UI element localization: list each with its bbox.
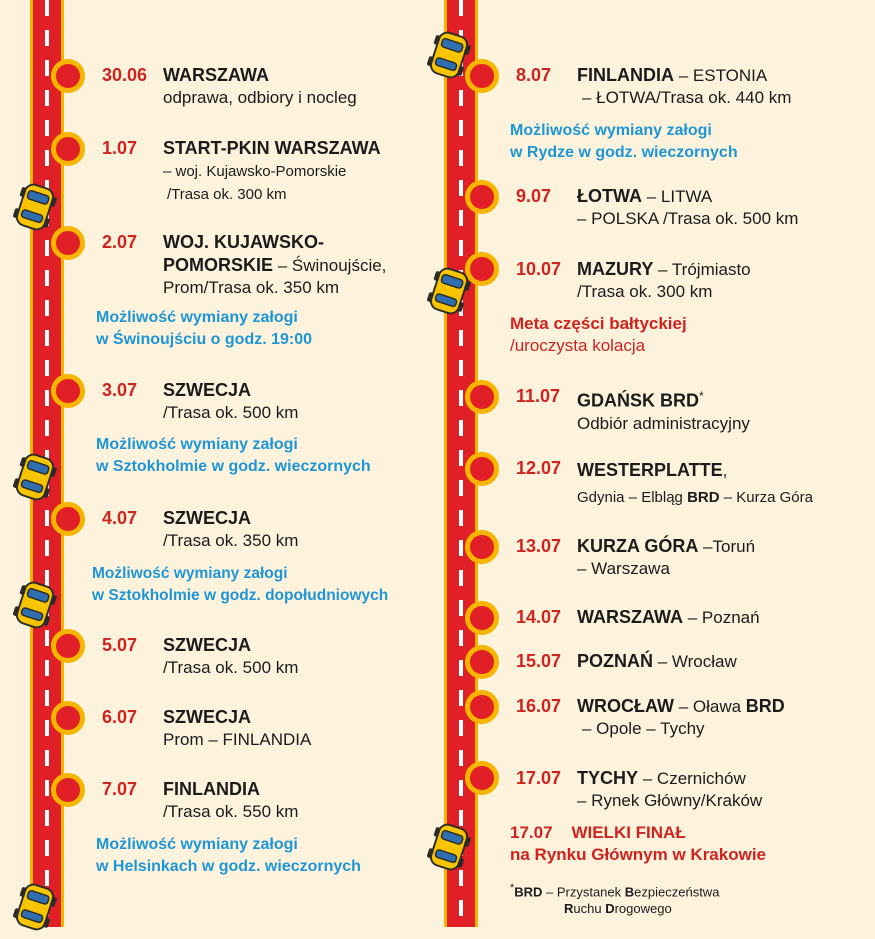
- stage-entry: [163, 507, 298, 552]
- stage-date: 15.07: [516, 651, 562, 671]
- stage-entry: [577, 457, 813, 511]
- final-date: 17.07: [510, 823, 553, 842]
- stage-city: KURZA GÓRA: [577, 536, 699, 556]
- route-dot: [465, 761, 499, 795]
- route-dot: [51, 132, 85, 166]
- car-icon: [7, 875, 64, 939]
- stage-date: 2.07: [102, 232, 138, 252]
- stage-entry: [577, 385, 750, 435]
- stage-date: 9.07: [516, 186, 552, 206]
- brd-label: BRD: [687, 489, 720, 506]
- baltic-finish-note: Meta części bałtyckiej /uroczysta kolacja: [510, 314, 687, 355]
- stage-date: 6.07: [102, 707, 138, 727]
- stage-detail: – Opole – Tychy: [582, 719, 705, 738]
- stage-detail: Prom – FINLANDIA: [163, 730, 312, 749]
- stage-detail: – ESTONIA: [674, 66, 768, 85]
- stage-city: WOJ. KUJAWSKO-: [163, 232, 325, 252]
- stage-entry: [163, 706, 311, 751]
- stage-detail: /Trasa ok. 300 km: [167, 186, 287, 203]
- stage-city: POMORSKIE: [163, 255, 274, 275]
- route-dot: [465, 645, 499, 679]
- stage-entry: [577, 185, 798, 230]
- stage-date: 30.06: [102, 65, 148, 85]
- crew-change-note: Możliwość wymiany załogi w Rydze w godz. wieczornych: [510, 122, 738, 161]
- stage-detail: – LITWA: [642, 187, 713, 206]
- route-dot: [465, 59, 499, 93]
- stage-date: 16.07: [516, 696, 562, 716]
- stage-city: MAZURY: [577, 259, 654, 279]
- stage-detail: – Czernichów: [638, 769, 746, 788]
- crew-change-note: Możliwość wymiany załogi w Sztokholmie w godz. wieczornych: [96, 436, 371, 475]
- stage-entry: [163, 379, 298, 424]
- stage-entry: [577, 695, 785, 740]
- stage-date: 12.07: [516, 458, 562, 478]
- stage-entry: [163, 137, 381, 206]
- final-title: WIELKI FINAŁ: [571, 823, 686, 842]
- stage-detail: Odbiór administracyjny: [577, 413, 750, 433]
- stage-detail: odprawa, odbiory i nocleg: [163, 88, 357, 107]
- stage-detail: – ŁOTWA/Trasa ok. 440 km: [582, 88, 792, 107]
- crew-change-note: Możliwość wymiany załogi w Sztokholmie w godz. dopołudniowych: [92, 565, 389, 604]
- stage-detail: – Rynek Główny/Kraków: [577, 791, 763, 810]
- stage-city: ŁOTWA: [577, 186, 642, 206]
- stage-date: 10.07: [516, 259, 562, 279]
- stage-city: WARSZAWA: [577, 607, 683, 627]
- stage-date: 1.07: [102, 138, 138, 158]
- stage-city: SZWECJA: [163, 380, 252, 400]
- stage-detail: /Trasa ok. 300 km: [577, 282, 713, 301]
- stage-detail: – Kurza Góra: [719, 489, 813, 506]
- stage-entry: [577, 258, 751, 303]
- route-dot: [465, 180, 499, 214]
- route-dot: [51, 629, 85, 663]
- stage-city: FINLANDIA: [577, 65, 674, 85]
- stage-detail: ,: [722, 461, 728, 480]
- stage-date: 11.07: [516, 386, 561, 406]
- stage-detail: – woj. Kujawsko-Pomorskie: [163, 163, 347, 180]
- route-dot: [51, 59, 85, 93]
- route-dot: [51, 773, 85, 807]
- grand-final: [510, 822, 766, 866]
- stage-city: SZWECJA: [163, 508, 252, 528]
- stage-detail: Gdynia – Elbląg: [577, 489, 688, 506]
- stage-city: GDAŃSK BRD: [577, 390, 700, 411]
- stage-detail: /Trasa ok. 500 km: [163, 658, 299, 677]
- stage-city: TYCHY: [577, 768, 639, 788]
- stage-city: WROCŁAW: [577, 696, 674, 716]
- stage-detail: –Toruń: [698, 537, 756, 556]
- stage-date: 7.07: [102, 779, 138, 799]
- stage-city: POZNAŃ: [577, 651, 653, 671]
- stage-entry: [577, 606, 760, 629]
- route-dot: [465, 452, 499, 486]
- stage-entry: [163, 231, 386, 299]
- stage-detail: – Świnoujście,: [273, 256, 387, 275]
- stage-detail: Prom/Trasa ok. 350 km: [163, 278, 340, 297]
- route-dot: [465, 601, 499, 635]
- stage-entry: [577, 535, 755, 580]
- stage-detail: /Trasa ok. 500 km: [163, 403, 299, 422]
- stage-detail: /Trasa ok. 350 km: [163, 531, 299, 550]
- stage-city: WARSZAWA: [163, 65, 269, 85]
- route-dot: [465, 690, 499, 724]
- stage-date: 17.07: [516, 768, 562, 788]
- stage-detail: – Poznań: [683, 608, 760, 627]
- stage-detail: – Wrocław: [653, 652, 737, 671]
- stage-detail: /Trasa ok. 550 km: [163, 802, 299, 821]
- stage-date: 5.07: [102, 635, 138, 655]
- crew-change-note: Możliwość wymiany załogi w Helsinkach w godz. wieczornych: [96, 836, 361, 875]
- route-dot: [465, 380, 499, 414]
- stage-date: 4.07: [102, 508, 138, 528]
- route-dot: [465, 530, 499, 564]
- stage-entry: [163, 634, 298, 679]
- brd-label: BRD: [745, 696, 785, 716]
- stage-entry: [577, 650, 737, 673]
- footnote: *BRD – Przystanek Bezpieczeństwa Ruchu Drogowego: [510, 882, 720, 917]
- stage-entry: [577, 64, 791, 109]
- stage-entry: [163, 778, 298, 823]
- route-dot: [51, 374, 85, 408]
- stage-city: SZWECJA: [163, 635, 252, 655]
- stage-entry: [163, 64, 357, 109]
- stage-city: SZWECJA: [163, 707, 252, 727]
- stage-detail: – POLSKA /Trasa ok. 500 km: [577, 209, 799, 228]
- route-dot: [51, 226, 85, 260]
- stage-detail: – Oława: [673, 697, 746, 716]
- stage-city: FINLANDIA: [163, 779, 260, 799]
- footnote-mark: *: [699, 389, 704, 403]
- stage-date: 13.07: [516, 536, 562, 556]
- stage-date: 3.07: [102, 380, 138, 400]
- stage-detail: – Warszawa: [577, 559, 670, 578]
- final-location: na Rynku Głównym w Krakowie: [510, 845, 767, 864]
- stage-entry: [577, 767, 762, 812]
- crew-change-note: Możliwość wymiany załogi w Świnoujściu o godz. 19:00: [96, 309, 313, 348]
- stage-city: START-PKIN WARSZAWA: [163, 138, 381, 158]
- stage-date: 8.07: [516, 65, 552, 85]
- stage-city: WESTERPLATTE: [577, 460, 723, 480]
- stage-date: 14.07: [516, 607, 562, 627]
- stage-detail: – Trójmiasto: [653, 260, 751, 279]
- route-dot: [51, 701, 85, 735]
- route-dot: [51, 502, 85, 536]
